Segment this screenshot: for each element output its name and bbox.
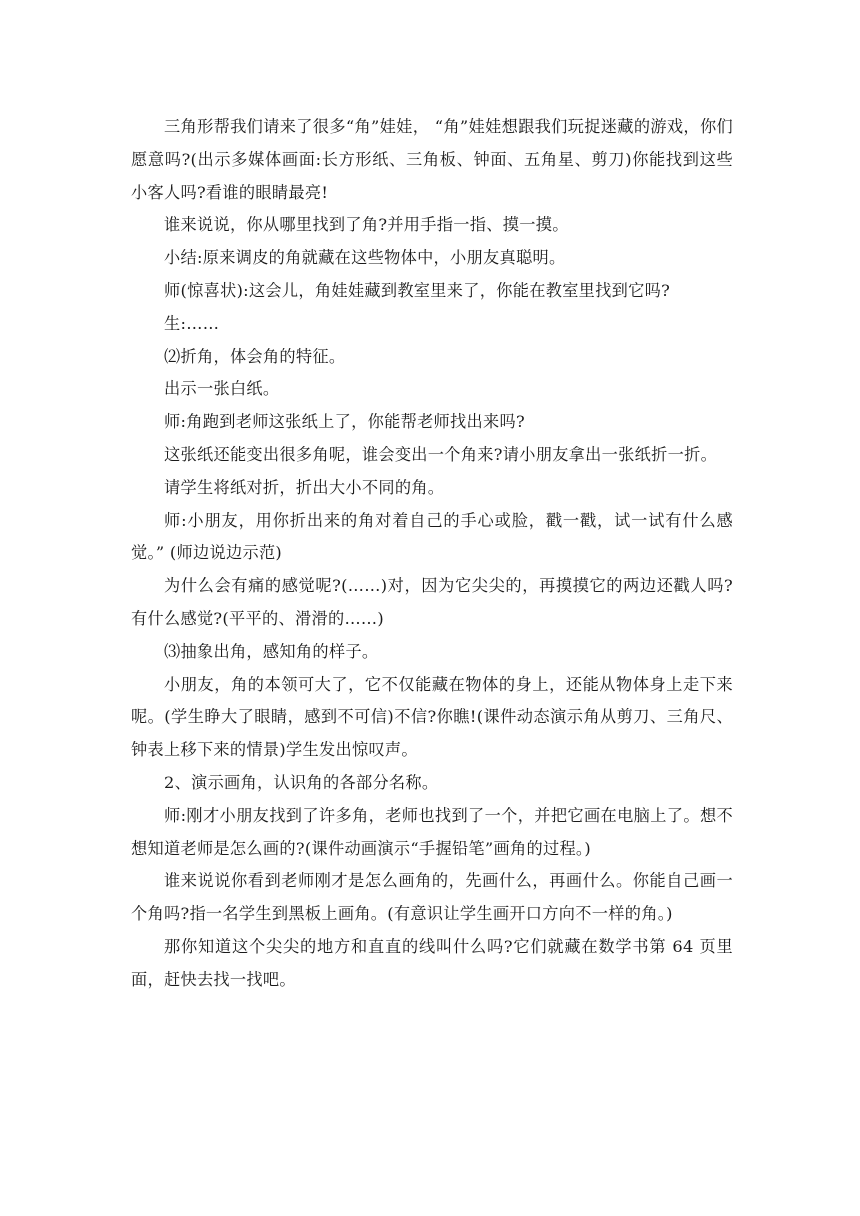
paragraph: 师:小朋友，用你折出来的角对着自己的手心或脸，戳一戳，试一试有什么感觉。” (师边说边示范) xyxy=(131,510,733,563)
paragraph: 为什么会有痛的感觉呢?(……)对，因为它尖尖的，再摸摸它的两边还戳人吗?有什么感觉?(平平的、滑滑的……) xyxy=(131,576,733,628)
document-body xyxy=(131,111,733,997)
paragraph: 师:角跑到老师这张纸上了，你能帮老师找出来吗? xyxy=(164,412,525,432)
paragraph: 出示一张白纸。 xyxy=(164,379,280,399)
paragraph: 谁来说说你看到老师刚才是怎么画角的，先画什么，再画什么。你能自己画一个角吗?指一名学生到黑板上画角。(有意识让学生画开口方向不一样的角。) xyxy=(131,871,733,924)
paragraph: ⑶抽象出角，感知角的样子。 xyxy=(164,641,379,661)
paragraph: 师:刚才小朋友找到了许多角，老师也找到了一个，并把它画在电脑上了。想不想知道老师是怎么画的?(课件动画演示“手握铅笔”画角的过程。) xyxy=(131,805,733,858)
paragraph: 小结:原来调皮的角就藏在这些物体中，小朋友真聪明。 xyxy=(164,248,566,268)
paragraph: 小朋友，角的本领可大了，它不仅能藏在物体的身上，还能从物体身上走下来呢。(学生睁大了眼睛，感到不可信)不信?你瞧!(课件动态演示角从剪刀、三角尺、钟表上移下来的情景)学生发出惊叹声。 xyxy=(131,674,733,760)
paragraph: 请学生将纸对折，折出大小不同的角。 xyxy=(164,477,445,497)
paragraph: 生:…… xyxy=(164,313,220,333)
paragraph: 三角形帮我们请来了很多“角”娃娃， “角”娃娃想跟我们玩捉迷藏的游戏，你们愿意吗?(出示多媒体画面:长方形纸、三角板、钟面、五角星、剪刀)你能找到这些小客人吗?看谁的眼睛最亮! xyxy=(131,117,733,202)
paragraph: 2、演示画角，认识角的各部分名称。 xyxy=(164,772,439,792)
paragraph: 那你知道这个尖尖的地方和直直的线叫什么吗?它们就藏在数学书第 64 页里面，赶快去找一找吧。 xyxy=(131,936,733,989)
paragraph: 这张纸还能变出很多角呢，谁会变出一个角来?请小朋友拿出一张纸折一折。 xyxy=(164,444,718,464)
paragraph: 师(惊喜状):这会儿，角娃娃藏到教室里来了，你能在教室里找到它吗? xyxy=(164,280,671,300)
paragraph: 谁来说说，你从哪里找到了角?并用手指一指、摸一摸。 xyxy=(164,215,569,235)
paragraph: ⑵折角，体会角的特征。 xyxy=(164,346,346,366)
